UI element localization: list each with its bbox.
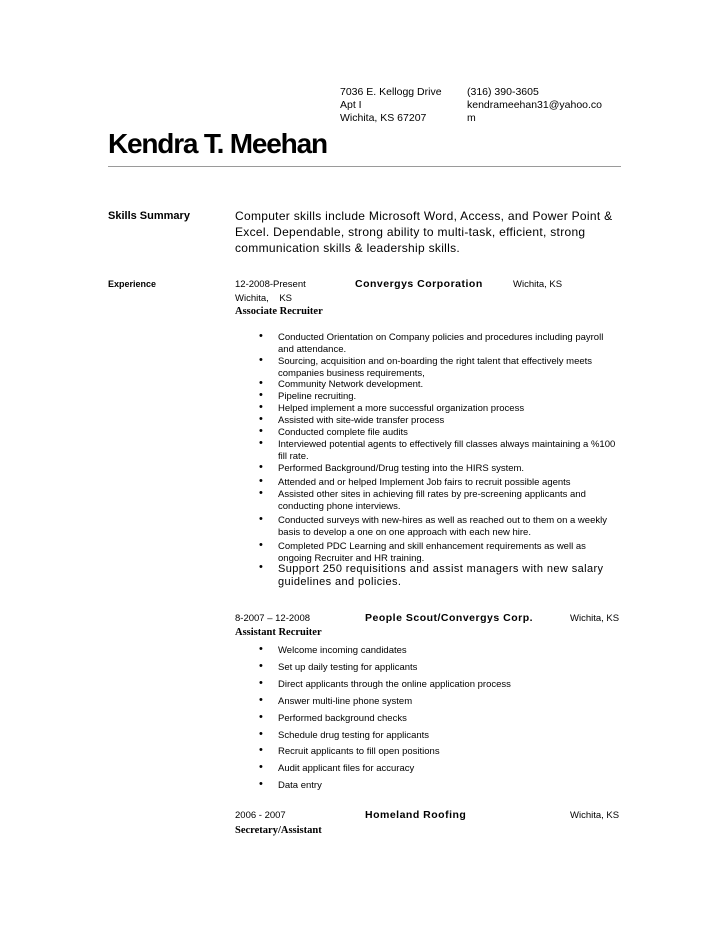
header-divider <box>108 166 621 167</box>
bullet-icon: • <box>259 475 263 487</box>
duty-text: Performed Background/Drug testing into the HIRS system. <box>278 463 525 474</box>
duty-text: Answer multi-line phone system <box>278 696 413 707</box>
job-3-location: Wichita, KS <box>570 810 620 821</box>
job-1-title: Associate Recruiter <box>235 306 323 317</box>
address-line-3: Wichita, KS 67207 <box>340 112 427 124</box>
bullet-icon: • <box>259 401 263 413</box>
bullet-icon: • <box>259 561 263 573</box>
job-2-dates: 8-2007 – 12-2008 <box>235 613 311 624</box>
bullet-icon: • <box>259 513 263 525</box>
bullet-icon: • <box>259 761 263 773</box>
duty-text: Attended and or helped Implement Job fairs to recruit possible agents <box>278 477 571 488</box>
job-1-location-2: Wichita, KS <box>235 293 293 304</box>
job-2-title: Assistant Recruiter <box>235 627 322 638</box>
bullet-icon: • <box>259 377 263 389</box>
duty-text: Data entry <box>278 780 322 791</box>
bullet-icon: • <box>259 413 263 425</box>
bullet-icon: • <box>259 437 263 449</box>
phone-number: (316) 390-3605 <box>467 86 539 98</box>
duty-text: Audit applicant files for accuracy <box>278 763 415 774</box>
duty-text: Welcome incoming candidates <box>278 645 407 656</box>
duty-text: Assisted with site-wide transfer process <box>278 415 445 426</box>
bullet-icon: • <box>259 660 263 672</box>
skills-line-3: communication skills & leadership skills. <box>235 241 461 255</box>
contact-block <box>467 86 602 125</box>
job-1-dates: 12-2008-Present <box>235 279 306 290</box>
duty-text: Sourcing, acquisition and on-boarding the right talent that effectively meets companies business requirements, <box>278 356 593 379</box>
bullet-icon: • <box>259 694 263 706</box>
bullet-icon: • <box>259 728 263 740</box>
bullet-icon: • <box>259 711 263 723</box>
duty-text: Schedule drug testing for applicants <box>278 730 430 741</box>
email-line-2: m <box>467 112 476 124</box>
bullet-icon: • <box>259 539 263 551</box>
duty-text: Community Network development. <box>278 379 424 390</box>
bullet-icon: • <box>259 354 263 366</box>
duty-text: Interviewed potential agents to effectively fill classes always maintaining a %100 fill rate. <box>278 439 616 462</box>
duty-text: Conducted complete file audits <box>278 427 408 438</box>
bullet-icon: • <box>259 778 263 790</box>
bullet-icon: • <box>259 643 263 655</box>
candidate-name: Kendra T. Meehan <box>108 128 327 159</box>
bullet-icon: • <box>259 677 263 689</box>
duty-text: Helped implement a more successful organization process <box>278 403 525 414</box>
duty-text: Support 250 requisitions and assist managers with new salary guidelines and policies. <box>278 563 604 588</box>
address-line-2: Apt I <box>340 99 362 111</box>
skills-line-2: Excel. Dependable, strong ability to multi-task, efficient, strong <box>235 225 586 239</box>
duty-text: Direct applicants through the online application process <box>278 679 511 690</box>
duty-text: Recruit applicants to fill open positions <box>278 746 440 757</box>
duty-text: Completed PDC Learning and skill enhancement requirements as well as ongoing Recruiter and HR training. <box>278 541 586 564</box>
job-2-location: Wichita, KS <box>570 613 620 624</box>
skills-line-1: Computer skills include Microsoft Word, Access, and Power Point & <box>235 209 613 223</box>
duty-text: Performed background checks <box>278 713 407 724</box>
job-1-location: Wichita, KS <box>513 279 563 290</box>
job-3-title: Secretary/Assistant <box>235 825 322 836</box>
skills-summary-label: Skills Summary <box>108 210 190 222</box>
bullet-icon: • <box>259 461 263 473</box>
bullet-icon: • <box>259 425 263 437</box>
bullet-icon: • <box>259 330 263 342</box>
job-3-company: Homeland Roofing <box>365 809 467 821</box>
experience-label: Experience <box>108 279 157 289</box>
address-line-1: 7036 E. Kellogg Drive <box>340 86 442 98</box>
job-3-dates: 2006 - 2007 <box>235 810 286 821</box>
skills-summary-text <box>235 208 621 256</box>
bullet-icon: • <box>259 389 263 401</box>
address-block <box>340 86 442 125</box>
duty-text: Set up daily testing for applicants <box>278 662 418 673</box>
duty-text: Conducted Orientation on Company policies and procedures including payroll and attendance. <box>278 332 604 355</box>
duty-text: Pipeline recruiting. <box>278 391 357 402</box>
bullet-icon: • <box>259 744 263 756</box>
bullet-icon: • <box>259 487 263 499</box>
duty-text: Conducted surveys with new-hires as well as reached out to them on a weekly basis to develop a one on one approach with each new hire. <box>278 515 607 538</box>
job-2-company: People Scout/Convergys Corp. <box>365 612 534 624</box>
duty-text: Assisted other sites in achieving fill rates by pre-screening applicants and conducting phone interviews. <box>278 489 586 512</box>
email-line-1: kendrameehan31@yahoo.co <box>467 99 603 111</box>
job-1-company: Convergys Corporation <box>355 278 483 290</box>
